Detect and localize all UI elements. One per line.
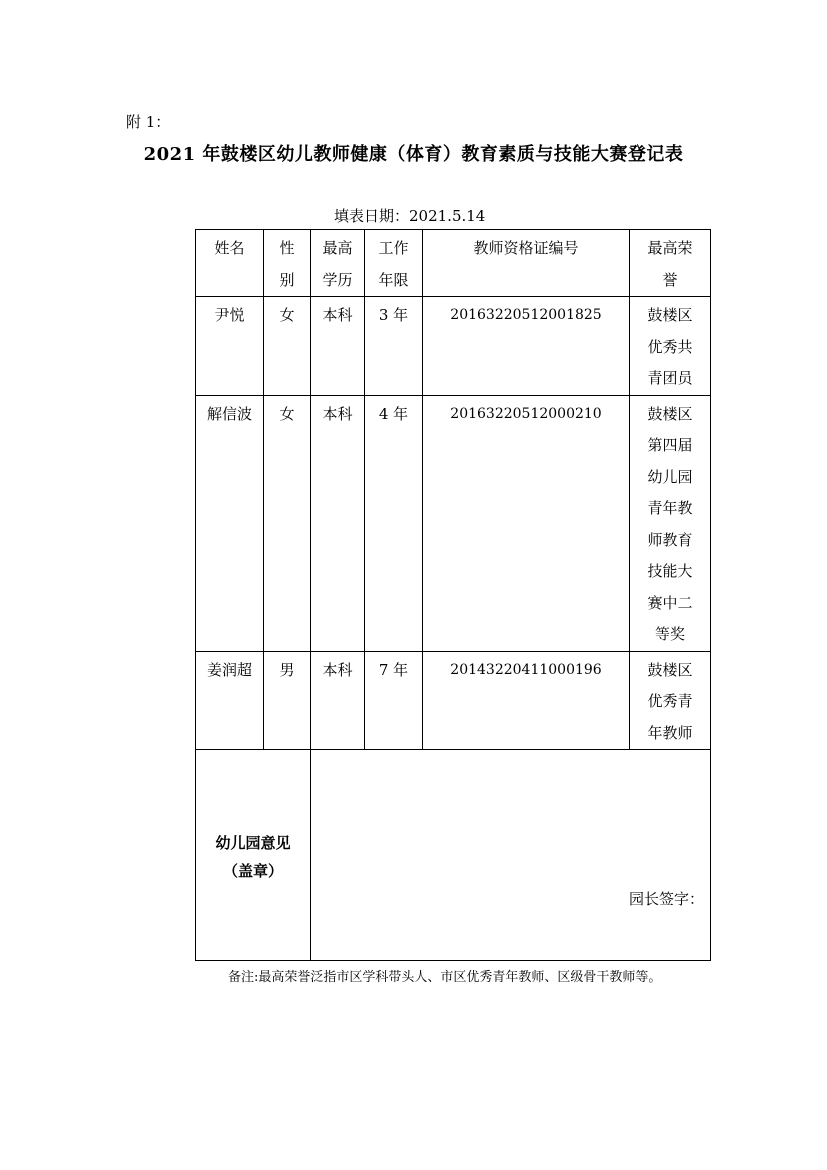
opinion-label: 幼儿园意见 （盖章） [196, 750, 311, 961]
name-cell: 姜润超 [196, 651, 264, 750]
name-cell: 解信波 [196, 395, 264, 651]
header-years: 工作 年限 [365, 230, 423, 297]
principal-signature-label: 园长签字： [628, 890, 704, 908]
gender-cell: 女 [264, 297, 311, 396]
footnote: 备注:最高荣誉泛指市区学科带头人、市区优秀青年教师、区级骨干教师等。 [228, 970, 662, 985]
years-cell: 3 年 [365, 297, 423, 396]
years-cell: 4 年 [365, 395, 423, 651]
education-cell: 本科 [311, 297, 365, 396]
name-cell: 尹悦 [196, 297, 264, 396]
opinion-row [196, 750, 711, 961]
header-cert: 教师资格证编号 [423, 230, 630, 297]
header-education: 最高 学历 [311, 230, 365, 297]
fill-date: 填表日期：2021.5.14 [334, 207, 486, 225]
cert-cell: 20163220512000210 [423, 395, 630, 651]
education-cell: 本科 [311, 651, 365, 750]
gender-cell: 女 [264, 395, 311, 651]
table-row [196, 395, 711, 651]
years-cell: 7 年 [365, 651, 423, 750]
cert-cell: 20143220411000196 [423, 651, 630, 750]
appendix-label: 附 1： [126, 113, 171, 131]
registration-table [195, 229, 711, 961]
header-row [196, 230, 711, 297]
header-honor: 最高荣 誉 [630, 230, 711, 297]
honor-cell: 鼓楼区 优秀青 年教师 [630, 651, 711, 750]
honor-cell: 鼓楼区 优秀共 青团员 [630, 297, 711, 396]
education-cell: 本科 [311, 395, 365, 651]
table-row [196, 297, 711, 396]
honor-cell: 鼓楼区 第四届 幼儿园 青年教 师教育 技能大 赛中二 等奖 [630, 395, 711, 651]
opinion-area[interactable] [311, 750, 711, 961]
header-gender: 性 别 [264, 230, 311, 297]
page-title: 2021 年鼓楼区幼儿教师健康（体育）教育素质与技能大赛登记表 [143, 144, 684, 165]
header-name: 姓名 [196, 230, 264, 297]
cert-cell: 20163220512001825 [423, 297, 630, 396]
gender-cell: 男 [264, 651, 311, 750]
table-row [196, 651, 711, 750]
